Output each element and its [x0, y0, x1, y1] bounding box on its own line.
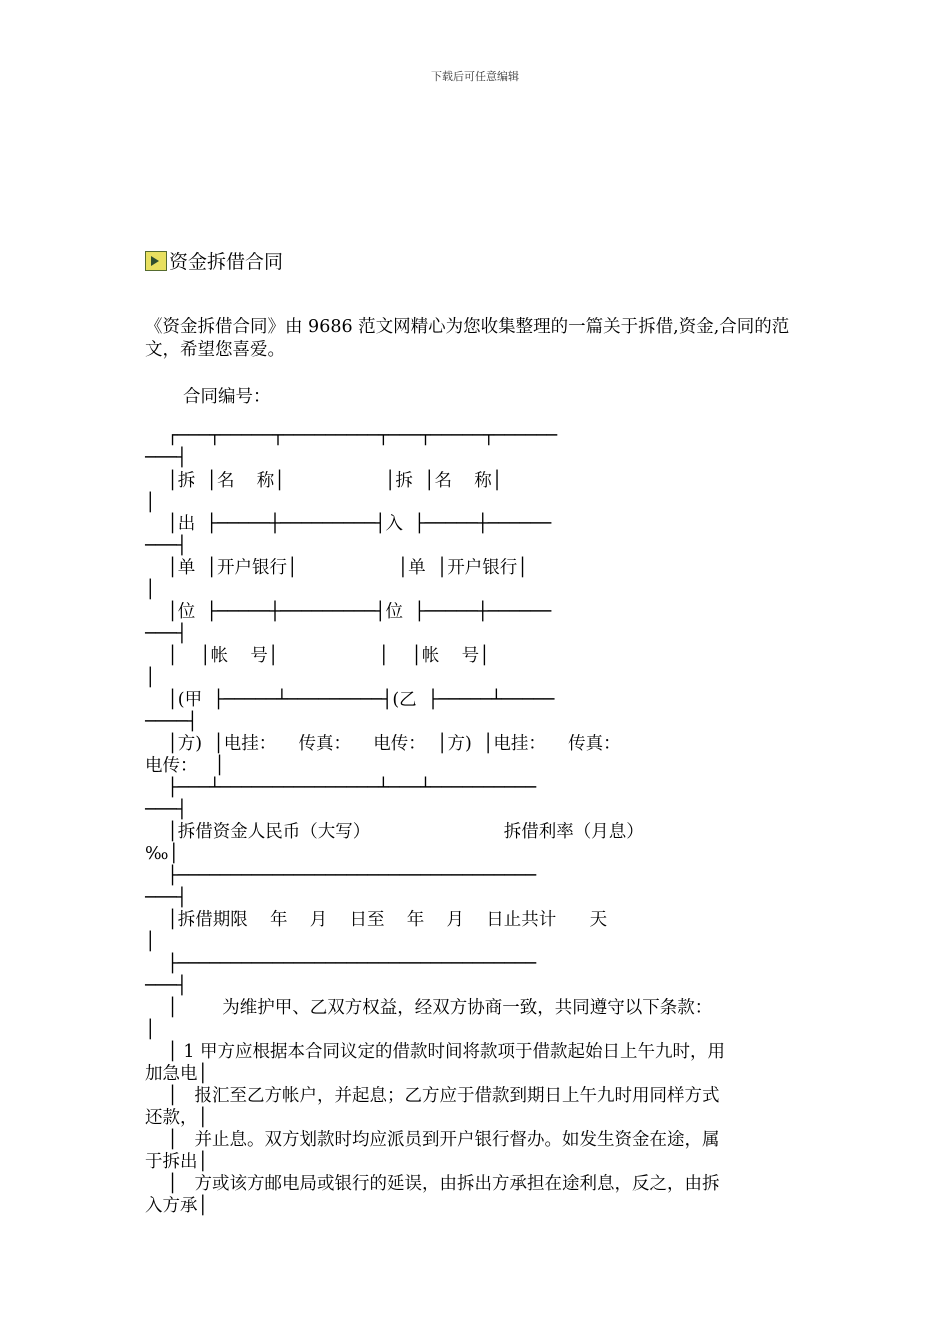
page-header: 下载后可任意编辑: [431, 70, 519, 83]
table-line: │: [145, 1020, 156, 1040]
table-line: ───┤: [145, 800, 188, 820]
table-line: ───┤: [145, 976, 188, 996]
table-line: │ 为维护甲、乙双方权益，经双方协商一致，共同遵守以下条款：: [145, 998, 713, 1018]
table-line: │拆借期限 年 月 日至 年 月 日止共计 天: [145, 910, 608, 930]
table-line: ‰│: [145, 844, 180, 864]
table-line: │(甲 ├─────┴─────────┤(乙 ├─────┴─────: [145, 690, 555, 710]
table-line: │拆借资金人民币（大写） 拆借利率（月息）: [145, 822, 644, 842]
table-line: ───┤: [145, 624, 188, 644]
table-line: │ 方或该方邮电局或银行的延误，由拆出方承担在途利息，反之，由拆: [145, 1174, 720, 1194]
table-line: ───┤: [145, 448, 188, 468]
table-line: │: [145, 493, 156, 513]
table-line: │ 并止息。双方划款时均应派员到开户银行督办。如发生资金在途，属: [145, 1130, 720, 1150]
document-icon: [145, 251, 167, 271]
title-text: 资金拆借合同: [169, 251, 284, 273]
table-line: 加急电│: [145, 1064, 209, 1084]
table-line: │: [145, 580, 156, 600]
table-line: ───┤: [145, 888, 188, 908]
table-line: │位 ├─────┼─────────┤位 ├─────┼──────: [145, 602, 552, 622]
table-line: 于拆出│: [145, 1152, 209, 1172]
intro-paragraph: 《资金拆借合同》由 9686 范文网精心为您收集整理的一篇关于拆借,资金,合同的范文，希望您喜爱。: [145, 317, 790, 360]
table-line: │拆 │名 称│ │拆 │名 称│: [145, 471, 503, 491]
table-line: │ 报汇至乙方帐户，并起息；乙方应于借款到期日上午九时用同样方式: [145, 1086, 720, 1106]
contract-number-label: 合同编号：: [183, 387, 271, 407]
table-line: ├──────────────────────────────────: [145, 866, 537, 886]
table-line: 电传： │: [145, 756, 225, 776]
table-line: ├──────────────────────────────────: [145, 954, 537, 974]
table-line: ┌───┬─────┬─────────┬───┬─────┬──────: [145, 426, 558, 446]
table-line: │: [145, 932, 156, 952]
table-line: 还款，│: [145, 1108, 209, 1128]
table-line: │方) │电挂： 传真： 电传： │方) │电挂： 传真：: [145, 734, 621, 754]
table-line: ────┤: [145, 712, 198, 732]
table-line: │ │帐 号│ │ │帐 号│: [145, 646, 490, 666]
table-line: ├───┴───────────────┴───┴──────────: [145, 778, 537, 798]
table-line: │出 ├─────┼─────────┤入 ├─────┼──────: [145, 514, 552, 534]
document-title: [145, 247, 283, 274]
table-line: 入方承│: [145, 1196, 209, 1216]
table-line: │: [145, 668, 156, 688]
table-line: │ 1 甲方应根据本合同议定的借款时间将款项于借款起始日上午九时，用: [145, 1042, 726, 1062]
table-line: │单 │开户银行│ │单 │开户银行│: [145, 558, 528, 578]
table-line: ───┤: [145, 536, 188, 556]
